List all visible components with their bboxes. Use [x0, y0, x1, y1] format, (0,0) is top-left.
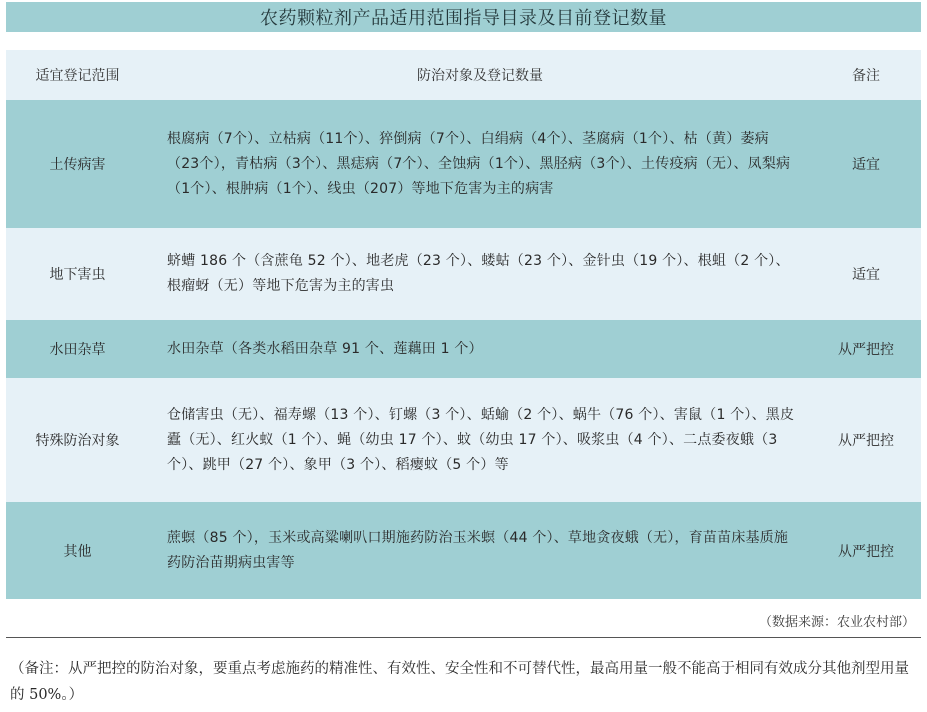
row-targets: 蛴螬 186 个（含蔗龟 52 个）、地老虎（23 个）、蝼蛄（23 个）、金针虫（19 个）、根蛆（2 个）、根瘤蚜（无）等地下危害为主的害虫: [167, 253, 790, 294]
row-targets: 仓储害虫（无）、福寿螺（13 个）、钉螺（3 个）、蛞蝓（2 个）、蜗牛（76 个）、害鼠（1 个）、黑皮蠹（无）、红火蚁（1 个）、蝇（幼虫 17 个）、蚊（幼虫 17 个）、吸浆虫（4 个）、二点委夜蛾（3 个）、跳甲（27 个）、象甲（3 个）、稻瘿蚊（5 个）等: [167, 406, 795, 473]
header-targets: 防治对象及登记数量: [417, 68, 543, 84]
registration-table-container: [6, 50, 921, 599]
row-note: 从严把控: [838, 433, 894, 449]
table-header-row: [6, 50, 921, 100]
row-range: 特殊防治对象: [35, 433, 120, 449]
divider-line: [6, 637, 921, 638]
row-note: 从严把控: [838, 543, 894, 560]
table-title-bar: [6, 2, 921, 32]
row-note: 适宜: [852, 267, 880, 283]
table-title: 农药颗粒剂产品适用范围指导目录及目前登记数量: [260, 8, 667, 29]
row-range: 水田杂草: [49, 342, 106, 358]
table-row: [6, 100, 921, 228]
row-range: 其他: [63, 543, 92, 560]
row-range: 地下害虫: [49, 267, 106, 283]
row-targets: 水田杂草（各类水稻田杂草 91 个、莲藕田 1 个）: [167, 340, 483, 357]
table-row: [6, 228, 921, 320]
registration-table: [6, 50, 921, 599]
data-source: （数据来源：农业农村部）: [758, 615, 915, 630]
row-targets: 根腐病（7个）、立枯病（11个）、猝倒病（7个）、白绢病（4个）、茎腐病（1个）、枯（黄）萎病（23个），青枯病（3个）、黑痣病（7个）、全蚀病（1个）、黑胫病（3个）、土传疫病（无）、凤梨病（1个）、根肿病（1个）、线虫（207）等地下危害为主的病害: [167, 130, 791, 197]
row-note: 适宜: [852, 157, 880, 173]
table-row: [6, 320, 921, 378]
row-note: 从严把控: [838, 342, 894, 358]
row-targets: 蔗螟（85 个），玉米或高粱喇叭口期施药防治玉米螟（44 个）、草地贪夜蛾（无），育苗苗床基质施药防治苗期病虫害等: [167, 529, 789, 571]
header-range: 适宜登记范围: [35, 68, 120, 84]
header-note: 备注: [852, 68, 880, 84]
footnote-remark: （备注：从严把控的防治对象，要重点考虑施药的精准性、有效性、安全性和不可替代性，最高用量一般不能高于相同有效成分其他剂型用量的 50%。）: [10, 661, 909, 703]
table-row: [6, 378, 921, 502]
table-row: [6, 502, 921, 599]
row-range: 土传病害: [49, 157, 106, 173]
